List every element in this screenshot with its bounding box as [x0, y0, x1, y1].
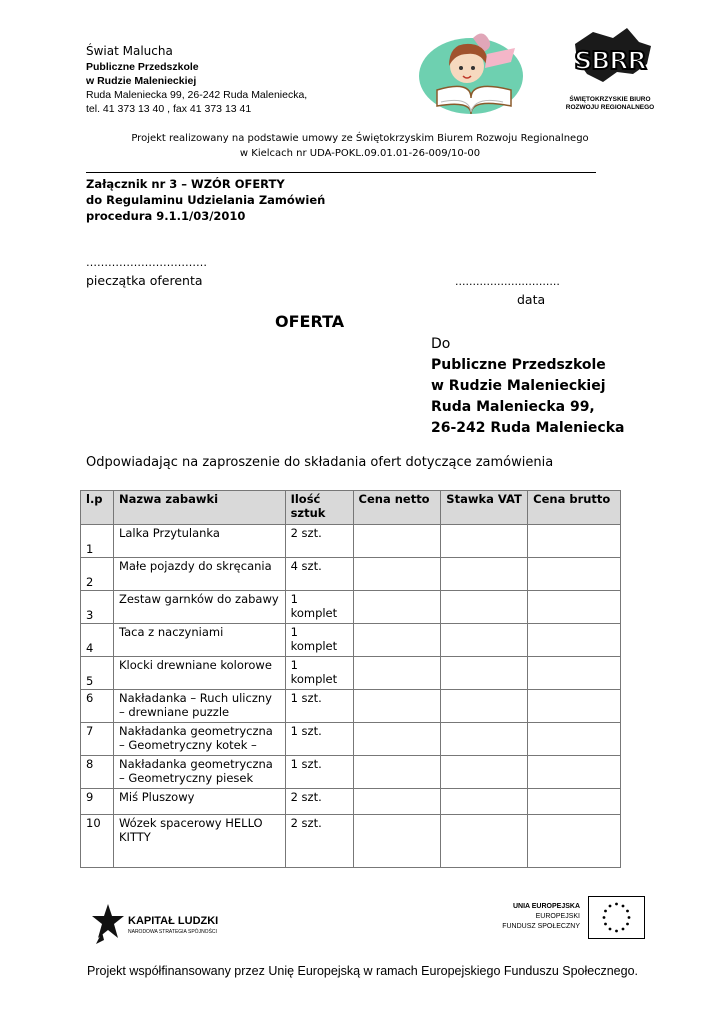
row-gross-price[interactable]	[528, 723, 621, 756]
row-gross-price[interactable]	[528, 591, 621, 624]
row-net-price[interactable]	[353, 690, 441, 723]
row-vat-rate[interactable]	[441, 624, 528, 657]
row-lp: 3	[81, 591, 114, 624]
annex-line1: Załącznik nr 3 – WZÓR OFERTY	[86, 177, 285, 191]
row-name: Nakładanka geometryczna – Geometryczny piesek	[113, 756, 285, 789]
stamp-dots: ……………………………	[86, 256, 207, 269]
table-header-row	[81, 491, 621, 525]
row-vat-rate[interactable]	[441, 756, 528, 789]
row-name: Nakładanka – Ruch uliczny – drewniane puzzle	[113, 690, 285, 723]
table-row	[81, 789, 621, 815]
school-phone: tel. 41 373 13 40 , fax 41 373 13 41	[86, 103, 252, 115]
sbrr-logo-text: SBRR	[574, 46, 646, 75]
row-qty: 2 szt.	[285, 815, 353, 868]
row-gross-price[interactable]	[528, 525, 621, 558]
row-net-price[interactable]	[353, 815, 441, 868]
row-vat-rate[interactable]	[441, 723, 528, 756]
row-vat-rate[interactable]	[441, 591, 528, 624]
row-lp: 10	[81, 815, 114, 868]
project-info-line1: Projekt realizowany na podstawie umowy ze Świętokrzyskim Biurem Rozwoju Regionalnego	[131, 133, 589, 144]
sbrr-caption-line2: ROZWOJU REGIONALNEGO	[565, 104, 655, 111]
row-vat-rate[interactable]	[441, 657, 528, 690]
row-vat-rate[interactable]	[441, 525, 528, 558]
row-name: Klocki drewniane kolorowe	[113, 657, 285, 690]
project-info-line2: w Kielcach nr UDA-POKL.09.01.01-26-009/10-00	[239, 148, 481, 159]
project-info	[80, 131, 640, 161]
row-net-price[interactable]	[353, 558, 441, 591]
header-qty: Ilość sztuk	[285, 491, 353, 525]
kapital-ludzki-subtitle: NARODOWA STRATEGIA SPÓJNOŚCI	[128, 929, 217, 935]
eu-line2: EUROPEJSKI	[535, 913, 580, 920]
date-dots: ..............................	[455, 275, 560, 288]
table-row	[81, 591, 621, 624]
row-vat-rate[interactable]	[441, 558, 528, 591]
sbrr-caption-line1: ŚWIĘTOKRZYSKIE BIURO	[569, 96, 651, 103]
row-gross-price[interactable]	[528, 815, 621, 868]
header-net-price: Cena netto	[353, 491, 441, 525]
row-qty: 4 szt.	[285, 558, 353, 591]
row-gross-price[interactable]	[528, 789, 621, 815]
row-qty: 1 komplet	[285, 624, 353, 657]
row-net-price[interactable]	[353, 525, 441, 558]
row-name: Wózek spacerowy HELLO KITTY	[113, 815, 285, 868]
row-vat-rate[interactable]	[441, 815, 528, 868]
table-row	[81, 657, 621, 690]
eu-caption	[480, 902, 580, 932]
recipient-line4: 26-242 Ruda Maleniecka	[431, 420, 625, 436]
row-lp: 7	[81, 723, 114, 756]
footer-text: Projekt współfinansowany przez Unię Europejską w ramach Europejskiego Funduszu Społecznego.	[87, 964, 638, 978]
row-vat-rate[interactable]	[441, 789, 528, 815]
row-net-price[interactable]	[353, 756, 441, 789]
row-vat-rate[interactable]	[441, 690, 528, 723]
table-row	[81, 756, 621, 789]
school-name-line1: Publiczne Przedszkole	[86, 61, 199, 73]
table-row	[81, 815, 621, 868]
eu-flag-icon	[588, 896, 645, 939]
stamp-label: pieczątka oferenta	[86, 273, 203, 288]
kapital-ludzki-star-icon	[92, 902, 124, 946]
row-name: Lalka Przytulanka	[113, 525, 285, 558]
recipient-to: Do	[431, 336, 451, 352]
row-name: Nakładanka geometryczna – Geometryczny kotek –	[113, 723, 285, 756]
recipient-line1: Publiczne Przedszkole	[431, 357, 606, 373]
child-reading-illustration	[415, 26, 525, 116]
eu-title: UNIA EUROPEJSKA	[512, 903, 580, 910]
row-net-price[interactable]	[353, 723, 441, 756]
date-label: data	[517, 292, 546, 307]
table-row	[81, 525, 621, 558]
school-address: Ruda Maleniecka 99, 26-242 Ruda Maleniecka,	[86, 89, 308, 101]
row-qty: 2 szt.	[285, 525, 353, 558]
row-qty: 1 komplet	[285, 591, 353, 624]
header-vat-rate: Stawka VAT	[441, 491, 528, 525]
eu-line3: FUNDUSZ SPOŁECZNY	[502, 923, 580, 930]
row-lp: 8	[81, 756, 114, 789]
row-gross-price[interactable]	[528, 756, 621, 789]
row-gross-price[interactable]	[528, 558, 621, 591]
offer-title: OFERTA	[275, 312, 345, 331]
row-name: Taca z naczyniami	[113, 624, 285, 657]
header-divider	[86, 172, 596, 173]
row-qty: 1 komplet	[285, 657, 353, 690]
row-lp: 6	[81, 690, 114, 723]
row-lp: 4	[81, 624, 114, 657]
table-row	[81, 690, 621, 723]
school-name-line2: w Rudzie Malenieckiej	[86, 75, 197, 87]
table-row	[81, 558, 621, 591]
row-qty: 1 szt.	[285, 756, 353, 789]
row-lp: 1	[81, 525, 114, 558]
row-lp: 2	[81, 558, 114, 591]
recipient-line3: Ruda Maleniecka 99,	[431, 399, 595, 415]
offer-table	[80, 490, 621, 868]
row-lp: 5	[81, 657, 114, 690]
header-name: Nazwa zabawki	[113, 491, 285, 525]
kapital-ludzki-title: KAPITAŁ LUDZKI	[128, 915, 219, 927]
row-qty: 2 szt.	[285, 789, 353, 815]
row-gross-price[interactable]	[528, 657, 621, 690]
row-net-price[interactable]	[353, 591, 441, 624]
header-gross-price: Cena brutto	[528, 491, 621, 525]
row-net-price[interactable]	[353, 789, 441, 815]
row-net-price[interactable]	[353, 624, 441, 657]
brand-name: Świat Malucha	[86, 44, 173, 58]
row-name: Małe pojazdy do skręcania	[113, 558, 285, 591]
sbrr-caption	[560, 96, 660, 112]
row-lp: 9	[81, 789, 114, 815]
table-row	[81, 723, 621, 756]
header-lp: l.p	[81, 491, 114, 525]
row-name: Miś Pluszowy	[113, 789, 285, 815]
row-gross-price[interactable]	[528, 690, 621, 723]
annex-line2: do Regulaminu Udzielania Zamówień	[86, 193, 326, 207]
recipient-block	[431, 334, 624, 439]
row-name: Zestaw garnków do zabawy	[113, 591, 285, 624]
annex-heading	[86, 176, 325, 224]
recipient-line2: w Rudzie Malenieckiej	[431, 378, 606, 394]
annex-line3: procedura 9.1.1/03/2010	[86, 209, 246, 223]
row-net-price[interactable]	[353, 657, 441, 690]
table-row	[81, 624, 621, 657]
row-qty: 1 szt.	[285, 723, 353, 756]
row-gross-price[interactable]	[528, 624, 621, 657]
row-qty: 1 szt.	[285, 690, 353, 723]
intro-text: Odpowiadając na zaproszenie do składania ofert dotyczące zamówienia	[86, 455, 554, 470]
